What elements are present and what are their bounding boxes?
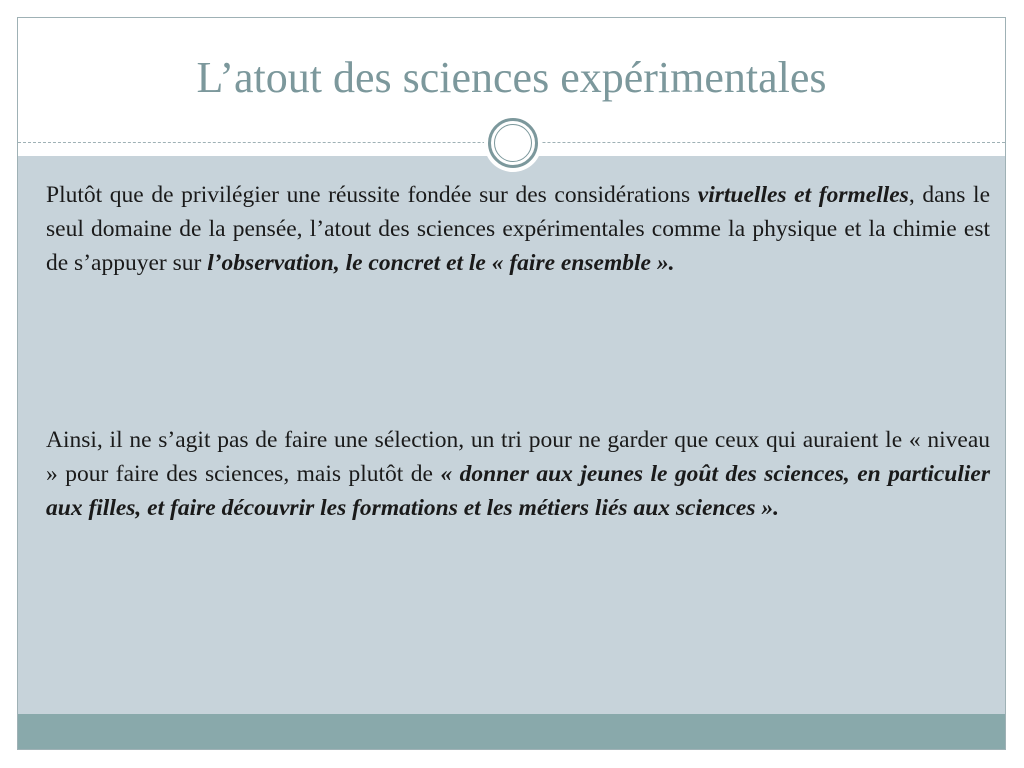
footer-bar bbox=[18, 714, 1005, 749]
paragraph-2-emphasis-1: « donner aux jeunes le goût des sciences, en particulier aux filles, et faire découvrir les formations et les métiers liés aux sciences ». bbox=[46, 461, 990, 521]
paragraph-1 bbox=[46, 178, 990, 280]
paragraph-1-emphasis-1: virtuelles et formelles bbox=[697, 182, 909, 208]
paragraph-1-emphasis-2: l’observation, le concret et le « faire ensemble ». bbox=[207, 250, 675, 276]
decorative-inner-circle-icon bbox=[494, 124, 532, 162]
paragraph-2-text-1: Ainsi, il ne s’agit pas de faire une sélection, un tri pour ne garder que ceux qui auraient le « niveau » pour faire des sciences, mais plutôt de bbox=[46, 427, 990, 487]
slide bbox=[17, 17, 1006, 750]
slide-title: L’atout des sciences expérimentales bbox=[196, 53, 827, 102]
paragraph-1-text-1: Plutôt que de privilégier une réussite fondée sur des considérations bbox=[46, 182, 698, 208]
paragraph-2 bbox=[46, 423, 990, 525]
paragraph-1-text-2: , dans le seul domaine de la pensée, l’atout des sciences expérimentales comme la physique et la chimie est de s’appuyer sur bbox=[46, 182, 990, 276]
